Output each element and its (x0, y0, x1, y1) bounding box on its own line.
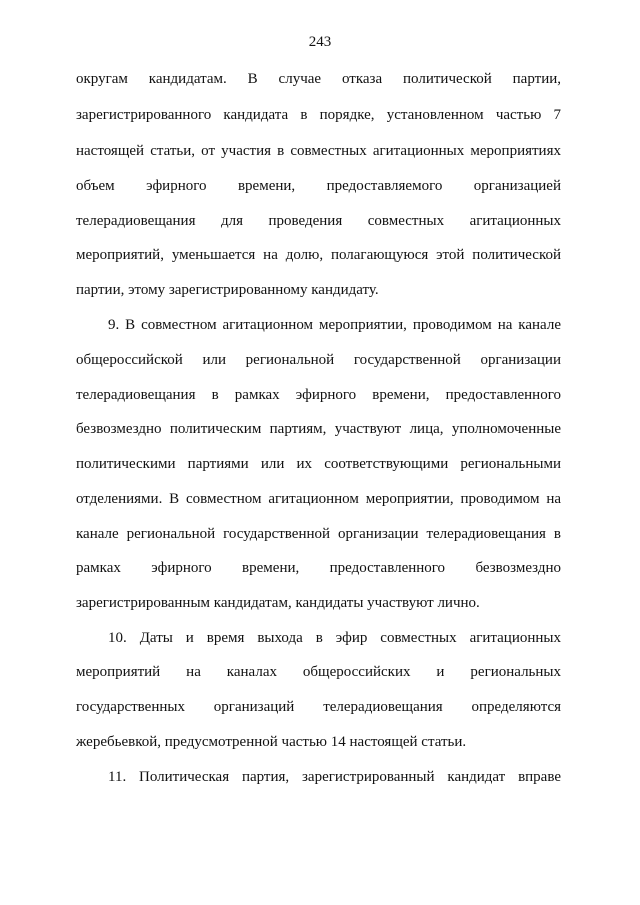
text-line: рамках эфирного времени, предоставленного безвозмездно (76, 560, 561, 576)
paragraph-11-start: 11. Политическая партия, зарегистрированный кандидат вправе (108, 769, 561, 785)
text-line: зарегистрированным кандидатам, кандидаты участвуют лично. (76, 595, 480, 611)
text-line: отделениями. В совместном агитационном мероприятии, проводимом на (76, 491, 561, 507)
text-line: политическими партиями или их соответствующими региональными (76, 456, 561, 472)
text-line: объем эфирного времени, предоставляемого организацией (76, 178, 561, 194)
paragraph-10-start: 10. Даты и время выхода в эфир совместных агитационных (108, 630, 561, 646)
text-line: настоящей статьи, от участия в совместных агитационных мероприятиях (76, 143, 561, 159)
text-line: государственных организаций телерадиовещания определяются (76, 699, 561, 715)
text-line: зарегистрированного кандидата в порядке, установленном частью 7 (76, 107, 561, 123)
text-line: общероссийской или региональной государственной организации (76, 352, 561, 368)
text-line: партии, этому зарегистрированному кандидату. (76, 282, 379, 298)
text-line: телерадиовещания для проведения совместных агитационных (76, 213, 561, 229)
paragraph-9-start: 9. В совместном агитационном мероприятии, проводимом на канале (108, 317, 561, 333)
text-line: округам кандидатам. В случае отказа политической партии, (76, 71, 561, 87)
page-number: 243 (308, 34, 332, 50)
text-line: телерадиовещания в рамках эфирного времени, предоставленного (76, 387, 561, 403)
text-line: мероприятий, уменьшается на долю, полагающуюся этой политической (76, 247, 561, 263)
text-line: канале региональной государственной организации телерадиовещания в (76, 526, 561, 542)
text-line: безвозмездно политическим партиям, участвуют лица, уполномоченные (76, 421, 561, 437)
text-line: жеребьевкой, предусмотренной частью 14 настоящей статьи. (76, 734, 467, 750)
text-line: мероприятий на каналах общероссийских и региональных (76, 664, 561, 680)
